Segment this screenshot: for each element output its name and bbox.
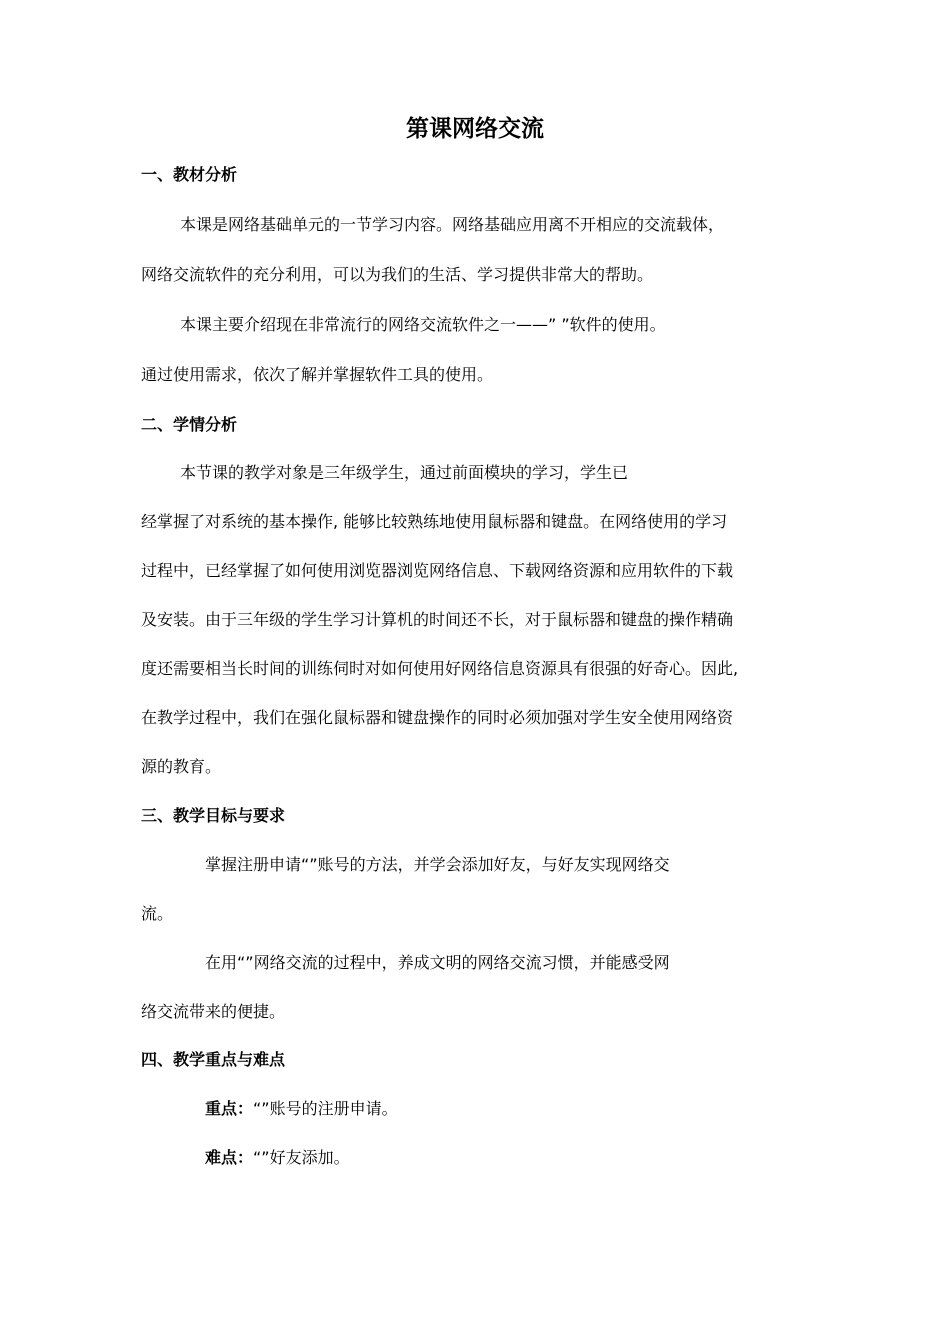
page-title: 第课网络交流 [406, 116, 544, 142]
key-point-text: “”账号的注册申请。 [253, 1099, 398, 1118]
difficulty-item [205, 1148, 350, 1168]
paragraph-line: 源的教育。 [141, 757, 222, 776]
section-heading-4: 四、教学重点与难点 [141, 1050, 286, 1069]
key-point-label: 重点： [205, 1099, 254, 1118]
section-heading-3: 三、教学目标与要求 [141, 806, 286, 825]
paragraph-line: 度还需要相当长时间的训练伺时对如何使用好网络信息资源具有很强的好奇心。因此, [141, 659, 739, 678]
section-heading-1: 一、教材分析 [141, 165, 238, 184]
paragraph-line: 过程中，已经掌握了如何使用浏览器浏览网络信息、下载网络资源和应用软件的下载 [141, 561, 734, 580]
paragraph-line: 络交流带来的便捷。 [141, 1002, 286, 1021]
paragraph-line: 通过使用需求，依次了解并掌握软件工具的使用。 [141, 365, 494, 384]
paragraph-line: 在教学过程中，我们在强化鼠标器和键盘操作的同时必须加强对学生安全使用网络资 [141, 708, 734, 727]
section-heading-2: 二、学情分析 [141, 415, 238, 434]
paragraph-line: 及安装。由于三年级的学生学习计算机的时间还不长，对于鼠标器和键盘的操作精确 [141, 610, 734, 629]
paragraph-line: 掌握注册申请“”账号的方法，并学会添加好友，与好友实现网络交 [205, 855, 670, 874]
key-point-item [205, 1099, 398, 1119]
paragraph-line: 本课主要介绍现在非常流行的网络交流软件之一——” ”软件的使用。 [180, 315, 666, 334]
paragraph-line: 本节课的教学对象是三年级学生，通过前面模块的学习，学生已 [180, 463, 629, 482]
paragraph-line: 流。 [141, 904, 174, 923]
paragraph-line: 经掌握了对系统的基本操作, 能够比较熟练地使用鼠标器和键盘。在网络使用的学习 [141, 512, 728, 531]
difficulty-text: “”好友添加。 [253, 1148, 350, 1167]
paragraph-line: 本课是网络基础单元的一节学习内容。网络基础应用离不开相应的交流载体， [180, 215, 725, 234]
difficulty-label: 难点： [205, 1148, 254, 1167]
paragraph-line: 在用“”网络交流的过程中，养成文明的网络交流习惯，并能感受网 [205, 953, 670, 972]
paragraph-line: 网络交流软件的充分利用，可以为我们的生活、学习提供非常大的帮助。 [141, 265, 654, 284]
